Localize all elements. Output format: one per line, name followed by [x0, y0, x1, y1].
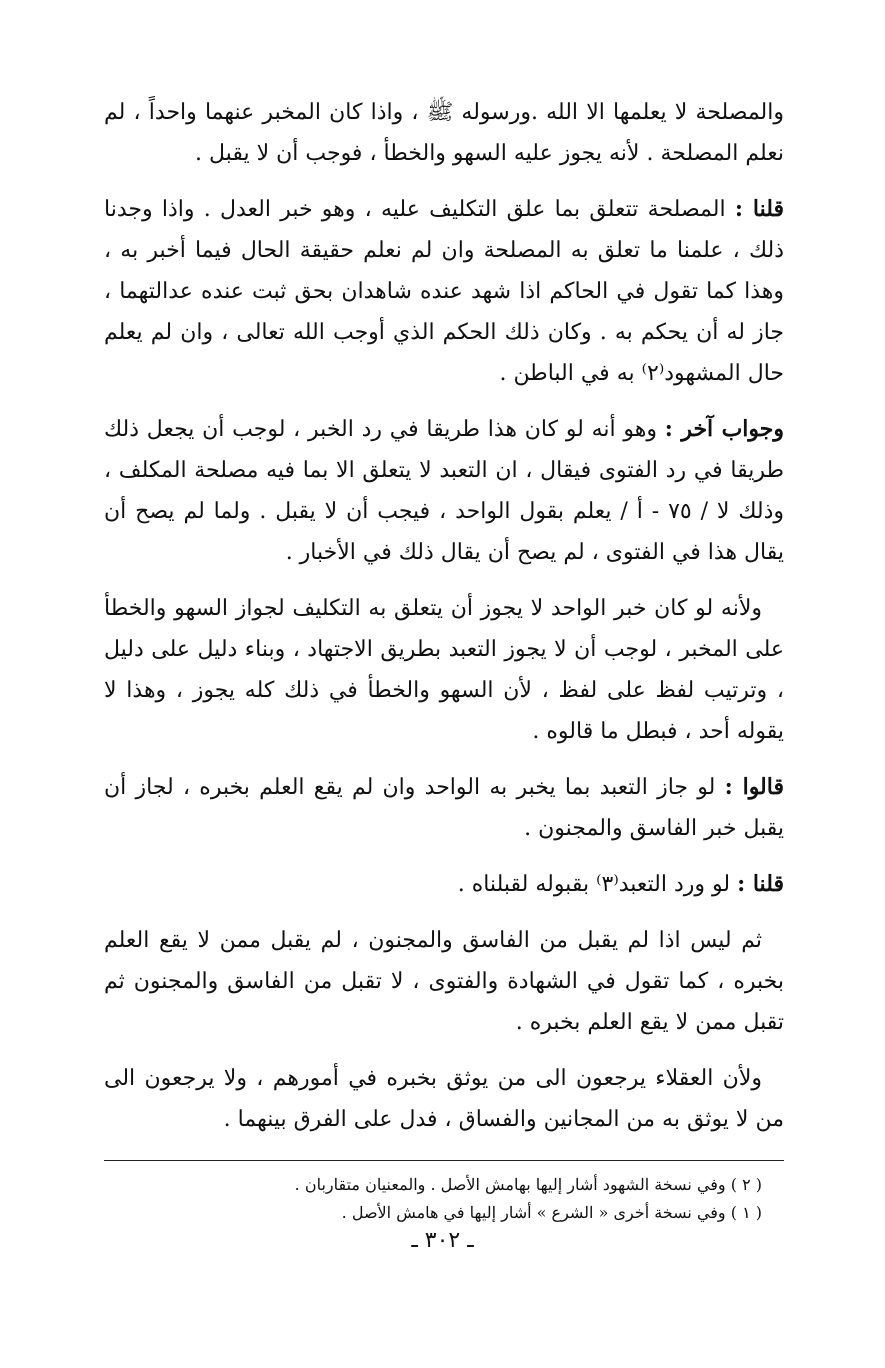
paragraph-text: ولأنه لو كان خبر الواحد لا يجوز أن يتعلق به التكليف لجواز السهو والخطأ على المخبر ، لوجب أن لا يجوز التعبد بطريق الاجتهاد ، وبناء دليل على دليل ، وترتيب لفظ على لفظ ، لأن السهو والخطأ في ذلك كله يجوز ، وهذا لا يقوله أحد ، فبطل ما قالوه . [104, 596, 784, 744]
page-body [104, 92, 784, 1227]
paragraph-5 [104, 767, 784, 849]
paragraph-7 [104, 920, 784, 1043]
footnote-2: ( ١ ) وفي نسخة أخرى « الشرع » أشار إليها في هامش الأصل . [341, 1203, 762, 1222]
paragraph-text: المصلحة تتعلق بما علق التكليف عليه ، وهو خبر العدل . واذا وجدنا ذلك ، علمنا ما تعلق به المصلحة وان لم نعلم حقيقة الحال فيما أخبر به ، وهذا كما تقول في الحاكم اذا شهد عنده شاهدان بحق ثبت عنده عدالتهما ، جاز له أن يحكم به . وكان ذلك الحكم الذي أوجب الله تعالى ، وان لم يعلم حال المشهود⁽٢⁾ به في الباطن . [104, 197, 784, 386]
paragraph-8 [104, 1058, 784, 1140]
page-number: ـ ٣٠٢ ـ [411, 1228, 474, 1253]
paragraph-6 [104, 864, 784, 905]
paragraph-lead: قالوا : [724, 774, 784, 800]
paragraph-text: وهو أنه لو كان هذا طريقا في رد الخبر ، لوجب أن يجعل ذلك طريقا في رد الفتوى فيقال ، ان التعبد لا يتعلق الا بما فيه مصلحة المكلف ، وذلك لا / ٧٥ - أ / يعلم بقول الواحد ، فيجب أن لا يقبل . ولما لم يصح أن يقال هذا في الفتوى ، لم يصح أن يقال ذلك في الأخبار . [104, 417, 784, 565]
paragraph-lead: وجواب آخر : [664, 416, 785, 442]
paragraph-text: ثم ليس اذا لم يقبل من الفاسق والمجنون ، لم يقبل ممن لا يقع العلم بخبره ، كما تقول في الشهادة والفتوى ، لا تقبل من الفاسق والمجنون ثم تقبل ممن لا يقع العلم بخبره . [104, 928, 784, 1035]
paragraph-lead: قلنا : [734, 196, 785, 222]
paragraph-text: لو ورد التعبد⁽٣⁾ بقبوله لقبلناه . [457, 872, 731, 897]
paragraph-3 [104, 409, 784, 573]
paragraph-1 [104, 92, 784, 174]
paragraph-text: لو جاز التعبد بما يخبر به الواحد وان لم يقع العلم بخبره ، لجاز أن يقبل خبر الفاسق والمجنون . [104, 775, 784, 841]
paragraph-2 [104, 189, 784, 394]
paragraph-lead: قلنا : [737, 871, 784, 897]
footnote-1: ( ٢ ) وفي نسخة الشهود أشار إليها بهامش الأصل . والمعنيان متقاربان . [294, 1175, 762, 1194]
paragraph-4 [104, 588, 784, 752]
paragraph-text: والمصلحة لا يعلمها الا الله .ورسوله ﷺ ، واذا كان المخبر عنهما واحداً ، لم نعلم المصلحة . لأنه يجوز عليه السهو والخطأ ، فوجب أن لا يقبل . [104, 100, 784, 166]
footnote-divider [104, 1160, 784, 1161]
paragraph-text: ولأن العقلاء يرجعون الى من يوثق بخبره في أمورهم ، ولا يرجعون الى من لا يوثق به من المجانين والفساق ، فدل على الفرق بينهما . [104, 1066, 784, 1132]
